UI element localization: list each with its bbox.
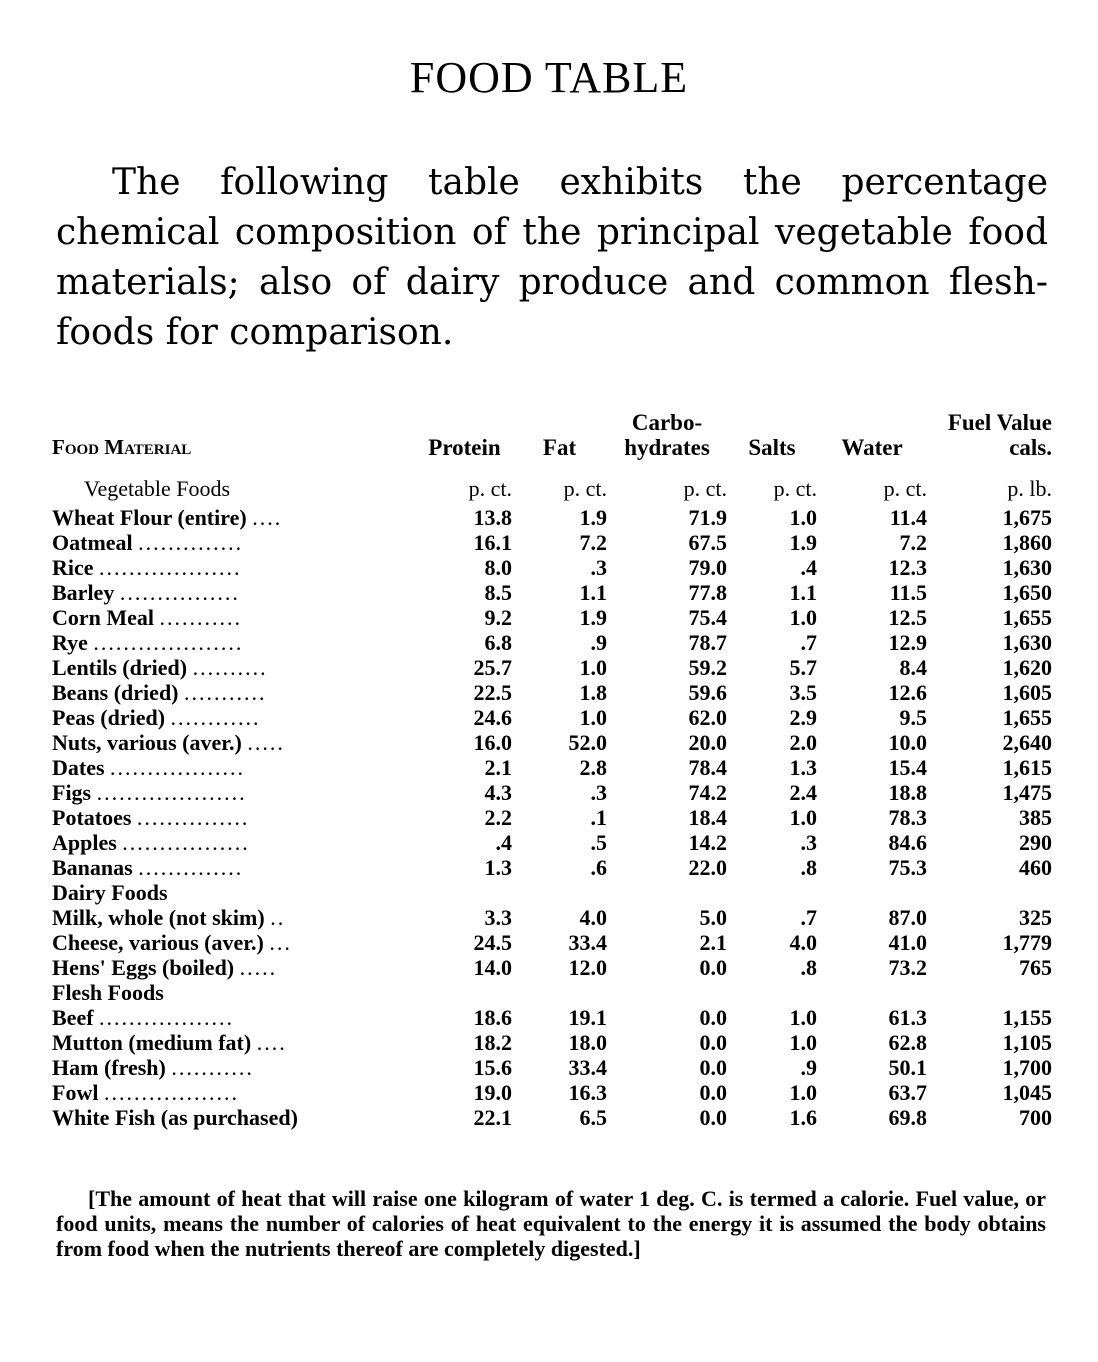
fuel-cell: 1,045	[1002, 1080, 1052, 1105]
protein-cell: 16.0	[473, 730, 512, 755]
fat-cell: 19.1	[568, 1005, 607, 1030]
header-fuel-value: Fuel Value cals.	[947, 410, 1052, 460]
water-cell: 10.0	[888, 730, 927, 755]
food-name-cell	[52, 1105, 417, 1130]
protein-cell: 3.3	[484, 905, 512, 930]
leader-dots: ....	[256, 1030, 287, 1055]
carbohydrates-cell: 0.0	[699, 1055, 727, 1080]
fuel-cell: 765	[1019, 955, 1052, 980]
carbohydrates-cell: 59.6	[688, 680, 727, 705]
table-row	[52, 505, 1052, 530]
salts-cell: 4.0	[789, 930, 817, 955]
carbohydrates-cell: 0.0	[699, 1005, 727, 1030]
carbohydrates-cell: 22.0	[688, 855, 727, 880]
water-cell: 78.3	[888, 805, 927, 830]
protein-cell: 24.6	[473, 705, 512, 730]
header-salts: Salts	[748, 435, 796, 460]
food-name-cell	[52, 530, 417, 555]
salts-cell: 1.3	[789, 755, 817, 780]
protein-cell: 13.8	[473, 505, 512, 530]
salts-cell: 1.0	[789, 505, 817, 530]
carbohydrates-cell: 0.0	[699, 1080, 727, 1105]
unit-carbohydrates: p. ct.	[683, 476, 727, 501]
salts-cell: 1.6	[789, 1105, 817, 1130]
table-row	[52, 755, 1052, 780]
fat-cell: .5	[590, 830, 607, 855]
leader-dots: ...	[269, 930, 292, 955]
fat-cell: .3	[590, 555, 607, 580]
fuel-cell: 1,779	[1002, 930, 1052, 955]
food-name-cell	[52, 1030, 417, 1055]
water-cell: 9.5	[899, 705, 927, 730]
leader-dots: ....	[252, 505, 283, 530]
water-cell: 12.9	[888, 630, 927, 655]
food-name-cell	[52, 1055, 417, 1080]
fuel-cell: 1,615	[1002, 755, 1052, 780]
fat-cell: 18.0	[568, 1030, 607, 1055]
unit-protein: p. ct.	[468, 476, 512, 501]
food-name: Nuts, various (aver.)	[52, 730, 242, 755]
food-name-cell	[52, 730, 417, 755]
table-row	[52, 855, 1052, 880]
water-cell: 12.6	[888, 680, 927, 705]
carbohydrates-cell: 78.7	[688, 630, 727, 655]
water-cell: 61.3	[888, 1005, 927, 1030]
section-row	[52, 880, 1052, 905]
food-name-cell	[52, 1005, 417, 1030]
section-label: Flesh Foods	[52, 980, 164, 1005]
table-row	[52, 630, 1052, 655]
header-carbohydrates: Carbo-hydrates	[624, 410, 710, 460]
water-cell: 62.8	[888, 1030, 927, 1055]
fuel-cell: 1,675	[1002, 505, 1052, 530]
food-name: White Fish (as purchased)	[52, 1105, 298, 1130]
page-title: FOOD TABLE	[409, 53, 689, 102]
fat-cell: 33.4	[568, 1055, 607, 1080]
salts-cell: .8	[800, 855, 817, 880]
water-cell: 63.7	[888, 1080, 927, 1105]
food-name-cell	[52, 680, 417, 705]
fuel-cell: 700	[1019, 1105, 1052, 1130]
fuel-cell: 1,155	[1002, 1005, 1052, 1030]
food-name-cell	[52, 780, 417, 805]
protein-cell: 16.1	[473, 530, 512, 555]
fuel-cell: 1,700	[1002, 1055, 1052, 1080]
fuel-cell: 1,860	[1002, 530, 1052, 555]
salts-cell: 2.0	[789, 730, 817, 755]
unit-water: p. ct.	[883, 476, 927, 501]
leader-dots: ............	[170, 705, 261, 730]
fuel-cell: 1,655	[1002, 705, 1052, 730]
section-label: Dairy Foods	[52, 880, 168, 905]
water-cell: 73.2	[888, 955, 927, 980]
salts-cell: .9	[800, 1055, 817, 1080]
table-row	[52, 1055, 1052, 1080]
water-cell: 69.8	[888, 1105, 927, 1130]
food-name-cell	[52, 830, 417, 855]
salts-cell: 2.4	[789, 780, 817, 805]
protein-cell: 24.5	[473, 930, 512, 955]
table-row	[52, 830, 1052, 855]
food-name: Rice	[52, 555, 94, 580]
carbohydrates-cell: 0.0	[699, 1105, 727, 1130]
leader-dots: ..................	[99, 1005, 235, 1030]
food-name-cell	[52, 930, 417, 955]
protein-cell: 14.0	[473, 955, 512, 980]
food-name: Dates	[52, 755, 105, 780]
food-name: Beef	[52, 1005, 94, 1030]
protein-cell: 4.3	[484, 780, 512, 805]
fat-cell: .3	[590, 780, 607, 805]
header-fat: Fat	[542, 435, 577, 460]
fuel-cell: 290	[1019, 830, 1052, 855]
fat-cell: 1.8	[579, 680, 607, 705]
protein-cell: 2.2	[484, 805, 512, 830]
food-name: Fowl	[52, 1080, 99, 1105]
food-name: Corn Meal	[52, 605, 155, 630]
carbohydrates-cell: 20.0	[688, 730, 727, 755]
fat-cell: 7.2	[579, 530, 607, 555]
table-row	[52, 955, 1052, 980]
section-row	[52, 980, 1052, 1005]
food-name: Milk, whole (not skim)	[52, 905, 265, 930]
table-row	[52, 730, 1052, 755]
fat-cell: .6	[590, 855, 607, 880]
water-cell: 12.3	[888, 555, 927, 580]
food-name: Beans (dried)	[52, 680, 179, 705]
food-name-cell	[52, 1080, 417, 1105]
leader-dots: .................	[122, 830, 250, 855]
salts-cell: 2.9	[789, 705, 817, 730]
leader-dots: ...............	[136, 805, 250, 830]
salts-cell: 1.9	[789, 530, 817, 555]
fuel-cell: 325	[1019, 905, 1052, 930]
header-protein: Protein	[428, 435, 501, 460]
food-name-cell	[52, 630, 417, 655]
carbohydrates-cell: 2.1	[699, 930, 727, 955]
fat-cell: 2.8	[579, 755, 607, 780]
food-name: Potatoes	[52, 805, 132, 830]
food-name-cell	[52, 705, 417, 730]
fat-cell: .1	[590, 805, 607, 830]
salts-cell: 1.0	[789, 1080, 817, 1105]
leader-dots: ...................	[99, 555, 242, 580]
water-cell: 15.4	[888, 755, 927, 780]
food-name: Figs	[52, 780, 92, 805]
leader-dots: ..........	[192, 655, 268, 680]
food-table-body	[52, 505, 1052, 1130]
protein-cell: .4	[495, 830, 512, 855]
water-cell: 87.0	[888, 905, 927, 930]
footnote: [The amount of heat that will raise one kilogram of water 1 deg. C. is termed a calorie. Fuel value, or food units, means the number of calories of heat equivalent to the energy it is assumed the body obtains from food when the nutrients thereof are completely digested.]	[56, 1186, 1046, 1261]
fat-cell: 6.5	[579, 1105, 607, 1130]
leader-dots: ...........	[171, 1055, 254, 1080]
carbohydrates-cell: 78.4	[688, 755, 727, 780]
units-row	[52, 460, 1052, 505]
protein-cell: 25.7	[473, 655, 512, 680]
water-cell: 12.5	[888, 605, 927, 630]
table-row	[52, 805, 1052, 830]
fuel-cell: 1,630	[1002, 555, 1052, 580]
carbohydrates-cell: 18.4	[688, 805, 727, 830]
water-cell: 11.5	[889, 580, 927, 605]
water-cell: 50.1	[888, 1055, 927, 1080]
unit-salts: p. ct.	[773, 476, 817, 501]
protein-cell: 19.0	[473, 1080, 512, 1105]
salts-cell: 1.0	[789, 1030, 817, 1055]
carbohydrates-cell: 67.5	[688, 530, 727, 555]
salts-cell: .3	[800, 830, 817, 855]
water-cell: 84.6	[888, 830, 927, 855]
section-vegetable-foods: Vegetable Foods	[84, 476, 231, 501]
fuel-cell: 1,620	[1002, 655, 1052, 680]
food-name-cell	[52, 855, 417, 880]
food-name: Ham (fresh)	[52, 1055, 166, 1080]
water-cell: 7.2	[899, 530, 927, 555]
protein-cell: 22.5	[473, 680, 512, 705]
protein-cell: 8.0	[484, 555, 512, 580]
fat-cell: 4.0	[579, 905, 607, 930]
fat-cell: 1.9	[579, 605, 607, 630]
carbohydrates-cell: 75.4	[688, 605, 727, 630]
leader-dots: ..................	[110, 755, 246, 780]
carbohydrates-cell: 5.0	[699, 905, 727, 930]
salts-cell: .8	[800, 955, 817, 980]
food-name-cell	[52, 755, 417, 780]
fat-cell: 1.0	[579, 705, 607, 730]
water-cell: 11.4	[889, 505, 927, 530]
leader-dots: ...........	[159, 605, 243, 630]
protein-cell: 8.5	[484, 580, 512, 605]
protein-cell: 6.8	[484, 630, 512, 655]
table-row	[52, 930, 1052, 955]
header-water: Water	[841, 435, 903, 460]
fat-cell: 1.0	[579, 655, 607, 680]
food-name: Apples	[52, 830, 117, 855]
food-name-cell	[52, 580, 417, 605]
fat-cell: 1.1	[579, 580, 607, 605]
carbohydrates-cell: 71.9	[688, 505, 727, 530]
salts-cell: .7	[800, 630, 817, 655]
water-cell: 18.8	[888, 780, 927, 805]
fuel-cell: 1,630	[1002, 630, 1052, 655]
food-name: Rye	[52, 630, 88, 655]
carbohydrates-cell: 14.2	[688, 830, 727, 855]
table-row	[52, 1105, 1052, 1130]
table-row	[52, 605, 1052, 630]
food-name: Mutton (medium fat)	[52, 1030, 252, 1055]
leader-dots: ..................	[103, 1080, 239, 1105]
table-row	[52, 905, 1052, 930]
food-name: Peas (dried)	[52, 705, 166, 730]
unit-fat: p. ct.	[563, 476, 607, 501]
protein-cell: 22.1	[473, 1105, 512, 1130]
fat-cell: 1.9	[579, 505, 607, 530]
table-row	[52, 705, 1052, 730]
food-name: Oatmeal	[52, 530, 133, 555]
leader-dots: ................	[119, 580, 240, 605]
table-row	[52, 580, 1052, 605]
leader-dots: .....	[247, 730, 285, 755]
carbohydrates-cell: 0.0	[699, 955, 727, 980]
protein-cell: 18.6	[473, 1005, 512, 1030]
fuel-cell: 2,640	[1002, 730, 1052, 755]
header-row	[52, 410, 1052, 460]
food-name-cell	[52, 605, 417, 630]
food-name-cell	[52, 805, 417, 830]
salts-cell: 1.1	[789, 580, 817, 605]
food-name-cell	[52, 655, 417, 680]
salts-cell: .7	[800, 905, 817, 930]
table-row	[52, 680, 1052, 705]
table-row	[52, 1005, 1052, 1030]
table-row	[52, 780, 1052, 805]
protein-cell: 18.2	[473, 1030, 512, 1055]
fat-cell: 33.4	[568, 930, 607, 955]
carbohydrates-cell: 0.0	[699, 1030, 727, 1055]
carbohydrates-cell: 79.0	[688, 555, 727, 580]
protein-cell: 2.1	[484, 755, 512, 780]
food-name: Wheat Flour (entire)	[52, 505, 247, 530]
header-food-material: Food Material	[52, 435, 192, 459]
table-row	[52, 1030, 1052, 1055]
salts-cell: 5.7	[789, 655, 817, 680]
food-name-cell	[52, 555, 417, 580]
food-name-cell	[52, 505, 417, 530]
food-name-cell	[52, 955, 417, 980]
protein-cell: 15.6	[473, 1055, 512, 1080]
food-name: Hens' Eggs (boiled)	[52, 955, 235, 980]
fuel-cell: 460	[1019, 855, 1052, 880]
carbohydrates-cell: 59.2	[688, 655, 727, 680]
intro-paragraph: The following table exhibits the percentage chemical composition of the principal vegetable food materials; also of dairy produce and common flesh-foods for comparison.	[56, 162, 1048, 353]
water-cell: 8.4	[899, 655, 927, 680]
table-row	[52, 530, 1052, 555]
leader-dots: ..	[270, 905, 286, 930]
salts-cell: 3.5	[789, 680, 817, 705]
protein-cell: 1.3	[484, 855, 512, 880]
leader-dots: ....................	[96, 780, 247, 805]
carbohydrates-cell: 74.2	[688, 780, 727, 805]
fuel-cell: 385	[1019, 805, 1052, 830]
salts-cell: 1.0	[789, 805, 817, 830]
carbohydrates-cell: 77.8	[688, 580, 727, 605]
food-table	[52, 410, 1052, 1130]
fuel-cell: 1,605	[1002, 680, 1052, 705]
carbohydrates-cell: 62.0	[688, 705, 727, 730]
salts-cell: 1.0	[789, 605, 817, 630]
fat-cell: 16.3	[568, 1080, 607, 1105]
food-name: Lentils (dried)	[52, 655, 188, 680]
food-name: Cheese, various (aver.)	[52, 930, 264, 955]
fat-cell: 12.0	[568, 955, 607, 980]
fat-cell: .9	[590, 630, 607, 655]
leader-dots: ..............	[138, 855, 244, 880]
fat-cell: 52.0	[568, 730, 607, 755]
table-row	[52, 555, 1052, 580]
leader-dots: ..............	[138, 530, 244, 555]
leader-dots: ...........	[184, 680, 267, 705]
fuel-cell: 1,105	[1002, 1030, 1052, 1055]
leader-dots: .....	[239, 955, 278, 980]
leader-dots: ....................	[93, 630, 244, 655]
table-row	[52, 1080, 1052, 1105]
food-name: Bananas	[52, 855, 133, 880]
fuel-cell: 1,475	[1002, 780, 1052, 805]
food-name: Barley	[52, 580, 115, 605]
salts-cell: .4	[800, 555, 817, 580]
table-row	[52, 655, 1052, 680]
fuel-cell: 1,655	[1002, 605, 1052, 630]
fuel-cell: 1,650	[1002, 580, 1052, 605]
protein-cell: 9.2	[484, 605, 512, 630]
water-cell: 75.3	[888, 855, 927, 880]
salts-cell: 1.0	[789, 1005, 817, 1030]
water-cell: 41.0	[888, 930, 927, 955]
food-name-cell	[52, 905, 417, 930]
unit-fuel-value: p. lb.	[1007, 476, 1052, 501]
